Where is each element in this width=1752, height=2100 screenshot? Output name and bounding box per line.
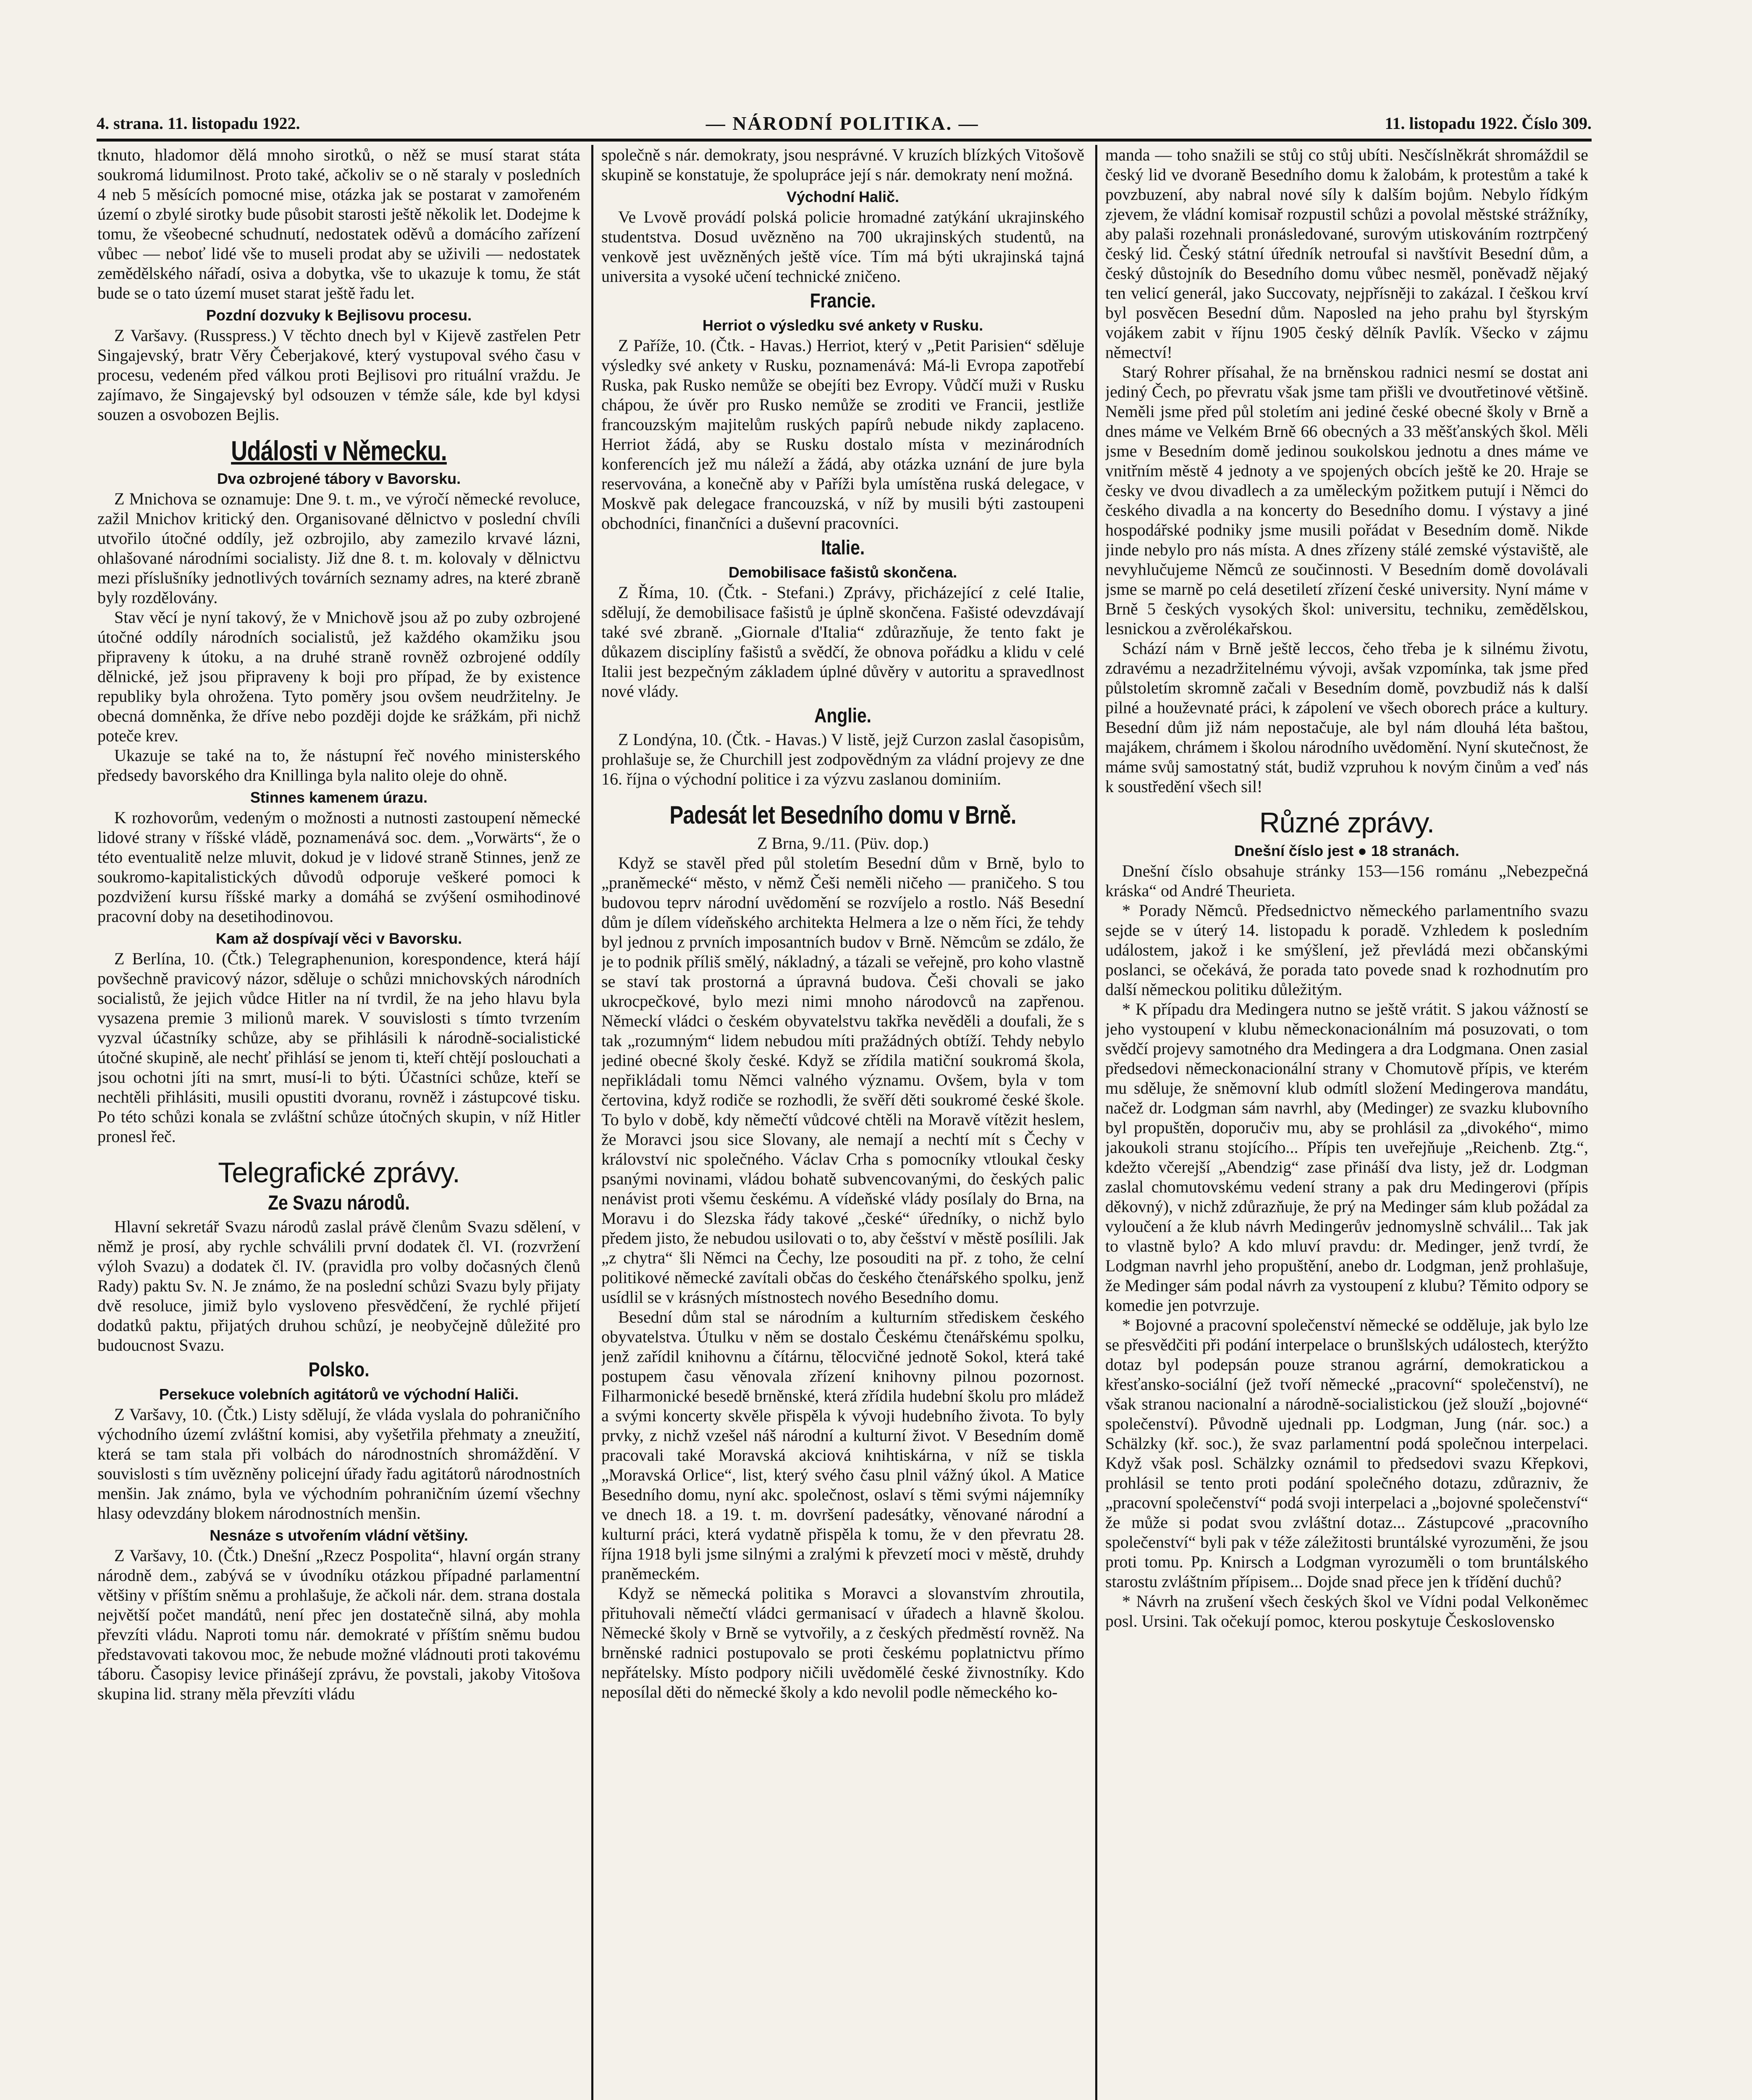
article-text: Hlavní sekretář Svazu národů zaslal právě členům Svazu sdělení, v němž je prosí, aby rychle schválili první dodatek čl. VI. (rozvržení výloh Svazu) a dodatek čl. IV. (pravidla pro volby dočasných členů Rady) paktu Sv. N. Je známo, že na poslední schůzi Svazu byly přijaty dvě resoluce, jimiž bylo vysloveno přesvědčení, že rychlé přijetí dodatků paktu, přijatých druhou schůzí, je neobyčejně důležité pro budoucnost Svazu. (97, 1217, 580, 1354)
subheading: Pozdní dozvuky k Bejlisovu procesu. (206, 307, 472, 324)
column-rule-1 (591, 145, 593, 2100)
column-1 (97, 145, 580, 2100)
subheading: Demobilisace fašistů skončena. (728, 564, 957, 581)
article-text: Z Londýna, 10. (Čtk. - Havas.) V listě, jejž Curzon zaslal časopisům, prohlašuje se, že Churchill jest zodpovědným za vládní projevy ze dne 16. října o východní politice i za výzvu zaslanou dominiím. (601, 730, 1084, 788)
subheading: Ze Svazu národů. (268, 1192, 410, 1214)
column-3 (1105, 145, 1588, 2100)
article-text: Ukazuje se také na to, že nástupní řeč nového ministerského předsedy bavorského dra Knillinga byla nalito oleje do ohně. (97, 746, 580, 785)
article-text: Z Říma, 10. (Čtk. - Stefani.) Zprávy, přicházející z celé Italie, sdělují, že demobilisace fašistů je úplně skončena. Fašisté odevzdávají také své zbraně. „Giornale d'Italia“ zdůrazňuje, že tento fakt je důkazem disciplíny fašistů a svědčí, že obnova pořádku a klidu v celé Italii jest bezpečným základem úplné důvěry v autoritu a spravedlnost nové vlády. (601, 583, 1084, 701)
article-text: Z Varšavy, 10. (Čtk.) Listy sdělují, že vláda vyslala do pohraničního východního území zvláštní komisi, aby vyšetřila přehmaty a zneužití, která se tam stala při volbách do národnostních shromáždění. V souvislosti s tím uvězněny policejní úřady řadu agitátorů národnostních menšin. Jak známo, byla ve východním pohraničním území všechny hlasy odevzdány blokem národnostních menšin. (97, 1405, 580, 1522)
article-text: * Návrh na zrušení všech českých škol ve Vídni podal Velkoněmec posl. Ursini. Tak očekují pomoc, kterou poskytuje Československo (1105, 1592, 1588, 1630)
article-text: Ve Lvově provádí polská policie hromadné zatýkání ukrajinského studentstva. Dosud uvězněno na 700 ukrajinských studentů, na venkově jest uvězněných ještě více. Tím má býti ukrajinská tajná universita a vysoké učení technické zničeno. (601, 207, 1084, 286)
header-right: 11. listopadu 1922. Číslo 309. (1385, 113, 1592, 133)
article-text: Z Berlína, 10. (Čtk.) Telegraphenunion, korespondence, která hájí povšechně pravicový názor, sděluje o schůzi mnichovských národních socialistů, že jejich vůdce Hitler na ní tvrdil, že na jeho hlavu byla vysazena premie 3 milionů marek. V souvislosti s tímto tvrzením vyzval účastníky schůze, aby se přihlásili k národně-socialistické útočné skupině, ale nechť přihlásí se jenom ti, kteří chtějí poslouchati a jsou ochotni jíti na smrt, musí-li to býti. Účastníci schůze, kteří se nechtěli přihlásiti, musili opustiti dvoranu, rovněž i zástupcové tisku. Po této schůzi konala se zvláštní schůze útočných skupin, v níž Hitler pronesl řeč. (97, 949, 580, 1146)
section-heading: Události v Německu. (231, 435, 447, 466)
section-heading: Různé zprávy. (1259, 807, 1435, 839)
article-text: Z Varšavy, 10. (Čtk.) Dnešní „Rzecz Pospolita“, hlavní orgán strany národně dem., zabývá se v úvodníku otázkou případné parlamentní většiny v příštím sněmu a prohlašuje, že ačkoli nár. dem. strana dostala největší počet mandátů, není přec jen dostatečně silná, aby mohla převzíti vládu. Naproti tomu nár. demokraté v příštím sněmu budou představovati takovou moc, že nebude možné vládnouti proti takovému táboru. Časopisy levice přinášejí zprávu, že povstali, jakoby Vitošova skupina lid. strany měla převzíti vládu (97, 1546, 580, 1703)
section-heading: Padesát let Besedního domu v Brně. (669, 801, 1016, 829)
article-text: Schází nám v Brně ještě leccos, čeho třeba je k silnému životu, zdravému a nezadržitelnému vývoji, avšak vzpomínka, tak jsme před půlstoletím skromně začali v Besedním domě, povzbudiž nás k další pilné a houževnaté práci, k zápolení ve všech oborech práce a kultury. Besední dům již nám nepostačuje, ale byl nám dlouhá léta baštou, majákem, chrámem i školou národního uvědomění. Nyní skutečnost, že máme svůj samostatný stát, budiž vzpruhou k novým činům a veď nás k soustředění všech sil! (1105, 639, 1588, 796)
article-text: K rozhovorům, vedeným o možnosti a nutnosti zastoupení německé lidové strany v říšské vládě, poznamenává soc. dem. „Vorwärts“, že o této eventualitě nelze mluvit, dokud je v lidové straně Stinnes, jenž ze soukromo-kapitalistických důvodů odporuje veškeré pomoci k pozdvižení kursu říšské marky a domáhá se zvýšení osmihodinové pracovní doby na desetihodinovou. (97, 808, 580, 926)
subheading: Dva ozbrojené tábory v Bavorsku. (217, 470, 461, 487)
subheading: Herriot o výsledku své ankety v Rusku. (702, 317, 984, 334)
article-text: společně s nár. demokraty, jsou nesprávné. V kruzích blízkých Vitošově skupině se konstatuje, že spolupráce její s nár. demokraty není možná. (601, 145, 1084, 184)
dateline: Z Brna, 9./11. (Püv. dop.) (757, 834, 929, 853)
subheading: Stinnes kamenem úrazu. (250, 789, 428, 806)
article-text: Besední dům stal se národním a kulturním střediskem českého obyvatelstva. Útulku v něm se dostalo Českému čtenářskému spolku, jenž zařídil knihovnu a čítárnu, tělocvičné jednotě Sokol, která také postupem času věnovala zřízení knihovny pilnou pozornost. Filharmonické besedě brněnské, která zřídila hudební školu pro mládež a svými koncerty skvěle přispěla k vývoji hudebního života. To byly prvky, z nichž vzešel náš národní a kulturní život. V Besedním domě pracovali také Moravská akciová knihtiskárna, v níž se tiskla „Moravská Orlice“, list, který svého času plnil vážný úkol. A Matice Besedního domu, nyní akc. společnost, oslaví s těmi svými nájemníky ve dnech 18. a 19. t. m. dovršení padesátky, věnované národní a kulturní práci, která vydatně přispěla k tomu, že v den převratu 28. října 1918 byli jsme silnými a zralými k převzetí moci v městě, druhdy praněmeckém. (601, 1307, 1084, 1583)
header-left: 4. strana. 11. listopadu 1922. (97, 113, 300, 133)
section-heading: Polsko. (308, 1359, 370, 1381)
subheading: Dnešní číslo jest ● 18 stranách. (1234, 842, 1459, 859)
section-heading: Italie. (821, 537, 865, 559)
article-text: Když se německá politika s Moravci a slovanstvím zhroutila, přituhovali němečtí vládci germanisací v úřadech a hlavně školou. Německé školy v Brně se vytvořily, a z českých předměstí rovněž. Na brněnské radnici postupovalo se proti českému poplatnictvu přímo nepřátelsky. Místo podpory ničili uvědomělé české živnostníky. Kdo neposílal děti do německé školy a kdo nevolil podle německého ko- (601, 1584, 1084, 1701)
subheading: Východní Halič. (786, 188, 900, 205)
article-text: Z Paříže, 10. (Čtk. - Havas.) Herriot, který v „Petit Parisien“ sděluje výsledky své ankety v Rusku, poznamenává: Má-li Evropa zapotřebí Ruska, pak Rusko nemůže se obejíti bez Evropy. Vůdčí muži v Rusku chápou, že úvěr pro Rusko nemůže se zroditi ve Francii, jestliže francouzským majitelům ruských papírů nebude nikdy zaplaceno. Herriot žádá, aby se Rusku dostalo místa v mezinárodních konferencích jež mu náleží a žádá, aby otázka uznání de jure byla reservována, a konečně aby v Paříži byla umístěna ruská delegace, v Moskvě pak delegace francouzská, v níž by musili býti zastoupeni obchodníci, finančníci a duševní pracovníci. (601, 336, 1084, 533)
column-rule-2 (1095, 145, 1097, 2100)
section-heading: Francie. (810, 290, 876, 312)
article-text: Z Mnichova se oznamuje: Dne 9. t. m., ve výročí německé revoluce, zažil Mnichov kritický den. Organisované dělnictvo v poslední chvíli utvořilo útočné oddíly, jež ozbrojilo, aby zamezilo krvavé lázni, ohlašované národními socialisty. Již dne 8. t. m. kolovaly v dělnictvu mezi příslušníky jednotlivých továrních seznamy adres, na které zbraně byly rozdělovány. (97, 489, 580, 607)
section-heading: Telegrafické zprávy. (218, 1157, 460, 1189)
article-text: Když se stavěl před půl stoletím Besední dům v Brně, bylo to „praněmecké“ město, v němž Češi neměli ničeho — praničeho. S tou budovou teprv národní uvědomění se rozvíjelo a rostlo. Náš Besední dům je dílem vídeňského architekta Helmera a lze o něm říci, že tehdy byl jednou z prvních imposantních budov v Brně. Němcům se zdálo, že je to podnik příliš smělý, nákladný, a tázali se veřejně, pro koho vlastně se staví tak prostorná a úpravná budova. Češi chovali se jako ukrocpečkové, bylo mezi nimi mnoho národovců na zapřenou. Německí vládci o českém obyvatelstvu takřka nevěděli a doufali, že s tak „rozumným“ lidem nebudou míti pražádných obtíží. Tehdy nebylo jediné obecné školy české. Když se zřídila matiční soukromá škola, nepřikládali tomu Němci valného významu. Ovšem, byla v tom čertovina, když rodiče se rozhodli, že svěří děti soukromé české škole. To bylo v době, kdy němečtí vůdcové chtěli na Moravě vítězit heslem, že Moravci jsou sice Slovany, ale nemají a nechtí mít s Čechy v království nic společného. Václav Crha s pomocníky vtloukal česky psanými novinami, vládou bohatě subvencovanými, do českých palic nenávist proti všemu českému. A vídeňské vlády posílaly do Brna, na Moravu i do Slezska řády takové „české“ úředníky, o nichž bylo předem jisto, že nebudou usilovati o to, aby češství v městě posílili. Jak „z chytra“ šli Němci na Čechy, lze posouditi na př. z toho, že celní politikové německé zavítali občas do českého čtenářského spolku, jenž usídlil se v krásných místnostech nového Besedního domu. (601, 853, 1084, 1307)
article-text: manda — toho snažili se stůj co stůj ubíti. Nesčíslněkrát shromáždil se český lid ve dvoraně Besedního domu k žalobám, k protestům a také k povzbuzení, aby nabral nové síly k dalším bojům. Nebylo řídkým zjevem, že vládní komisař rozpustil schůzi a povolal městské strážníky, aby palaši rozehnali pronásledované, surovým utiskováním roztrpčený český lid. Český státní úředník netroufal si navštívit Besední dům, a český důstojník do Besedního domu vůbec nesměl, poněvadž nějaký ten velicí generál, jako Succovaty, nejpřísněji to zakázal. I češkou krví byl posvěcen Besední dům. Naposled na jeho prahu byl štyrským vojákem zabit v říjnu 1905 český dělník Pavlík. Všecko v zájmu němectví! (1105, 145, 1588, 362)
article-text: Z Varšavy. (Russpress.) V těchto dnech byl v Kijevě zastřelen Petr Singajevský, bratr Věry Čeberjakové, který vystupoval svého času v procesu, vedeném před válkou proti Bejlisovi pro rituální vraždu. Je zajímavo, že Singajevský byl odsouzen v témže sále, kde byl kdysi souzen a osvobozen Bejlis. (97, 326, 580, 424)
section-heading: Anglie. (814, 705, 871, 727)
article-text: tknuto, hladomor dělá mnoho sirotků, o něž se musí starat státa soukromá lidumilnost. Proto také, ačkoliv se o ně staraly v posledních 4 neb 5 měsících pomocné mise, otázka jak se postarat v zamořeném území o zbylé sirotky bude působit starosti ještě několik let. Dodejme k tomu, že všeobecné schudnutí, nedostatek oděvů a domácího zařízení vůbec — neboť lidé vše to museli prodat aby se uživili — nedostatek zemědělského nářadí, osiva a dobytka, vše to ukazuje k tomu, že stát bude se o tato území muset starat ještě řadu let. (97, 145, 580, 302)
header-rule (97, 139, 1592, 142)
masthead: — NÁRODNÍ POLITIKA. — (706, 112, 979, 134)
page-header (97, 110, 1592, 136)
article-text: * Bojovné a pracovní společenství německé se odděluje, jak bylo lze se přesvědčiti při podání interpelace o brunšlských událostech, kterýžto dotaz byl podepsán pouze stranou agrární, demokratickou a křesťansko-sociální (jež tvoří německé „pracovní“ společenství), ne však stranou nacionalní a národně-socialistickou (jež slouží „bojovné“ společenství). Původně ujednali pp. Lodgman, Jung (nár. soc.) a Schälzky (kř. soc.), že svaz parlamentní podá společnou interpelaci. Když však posl. Schälzky oznámil to předsedovi svazu Křepkovi, prohlásil se tento proti podání společného dotazu, zdůrazniv, že „pracovní společenství“ podá svoji interpelaci a „bojovné společenství“ že může si podat svou zvláštní dotaz... Zástupcové „pracovního společenství“ byli pak v téže záležitosti bruntálské vyrozuměni, že jsou proti tomu. Pp. Knirsch a Lodgman vyrozuměli o tom bruntálského starostu zvláštním přípisem... Dojde snad přece jen k třídění duchů? (1105, 1315, 1588, 1591)
subheading: Kam až dospívají věci v Bavorsku. (215, 930, 462, 947)
column-2 (601, 145, 1084, 2100)
article-text: Dnešní číslo obsahuje stránky 153—156 románu „Nebezpečná kráska“ od André Theurieta. (1105, 861, 1588, 900)
article-text: * K případu dra Medingera nutno se ještě vrátit. S jakou vážností se jeho vystoupení v klubu německonacionálním má posuzovati, o tom svědčí projevy samotného dra Medingera a dra Lodgmana. Onen zasial předsedovi německonacionální strany v Chomutově přípis, ve kterém mu sděluje, že sněmovní klub odmítl složení Medingerova mandátu, načež dr. Lodgman sám navrhl, aby (Medinger) ze svazku klubovního byl propuštěn, doporučiv mu, aby se prohlásil za „divokého“, mimo jakoukoli stranu stojícího... Přípis ten uveřejňuje „Reichenb. Ztg.“, kdežto včerejší „Abendzig“ zase přináší dva listy, jež dr. Lodgman zaslal chomutovskému vedení strany a pak dru Medingerovi (přípis děkovný), v nichž zdůrazňuje, že prý na Medinger sám klub požádal za vyloučení a že klub návrh Medingerův jednomyslně schválil... Tak jak to vlastně bylo? A kdo mluví pravdu: dr. Medinger, jenž tvrdí, že Lodgman navrhl jeho propuštění, anebo dr. Lodgman, jenž prohlašuje, že Medinger sám podal návrh za vystoupení z klubu? Těmito odpory se komedie jen potvrzuje. (1105, 1000, 1588, 1315)
article-text: * Porady Němců. Předsednictvo německého parlamentního svazu sejde se v úterý 14. listopadu k poradě. Vzhledem k posledním událostem, jakož i ke smýšlení, jež převládá mezi občanskými poslanci, se očekává, že porada tato povede snad k rozhodnutím pro další německou politiku důležitým. (1105, 901, 1588, 999)
article-text: Stav věcí je nyní takový, že v Mnichově jsou až po zuby ozbrojené útočné oddíly národních socialistů, jež každého okamžiku jsou připraveny k útoku, a na druhé straně rovněž ozbrojené oddíly dělnické, jež jsou připraveny k boji pro případ, že by existence republiky byla ohrožena. Tyto poměry jsou ovšem neudržitelny. Je obecná domněnka, že dříve nebo později dojde ke srážkám, při nichž poteče krev. (97, 608, 580, 745)
subheading: Nesnáze s utvořením vládní většiny. (210, 1527, 468, 1544)
article-text: Starý Rohrer přísahal, že na brněnskou radnici nesmí se dostat ani jediný Čech, po převratu však jsme tam přišli ve dvoutřetinové většině. Neměli jsme před půl stoletím ani jediné české obecné školy v Brně a dnes máme ve Velkém Brně 66 obecných a 33 měšťanských škol. Měli jsme v Besedním domě jedinou soukolskou jednotu a dnes máme ve vnitřním městě 4 jednoty a ve spojených obcích ještě ke 20. Hraje se česky ve dvou divadlech a za uměleckým požitkem putují i Němci do českého divadla a na koncerty do Besedního domu. I výstavy a jiné hospodářské podniky jsme musili pořádat v Besedním domě. Nikde jinde nebylo pro nás místa. A dnes zřízeny stálé zemské výstaviště, ale nevyhlučujeme Němců ze součinnosti. V Besedním domě dovolávali jsme se marně po celá desetiletí zřízení české university. Nyní máme v Brně 5 českých vysokých škol: universitu, techniku, zemědělskou, lesnickou a zvěrolékařskou. (1105, 362, 1588, 638)
subheading: Persekuce volebních agitátorů ve východní Haliči. (159, 1386, 519, 1403)
